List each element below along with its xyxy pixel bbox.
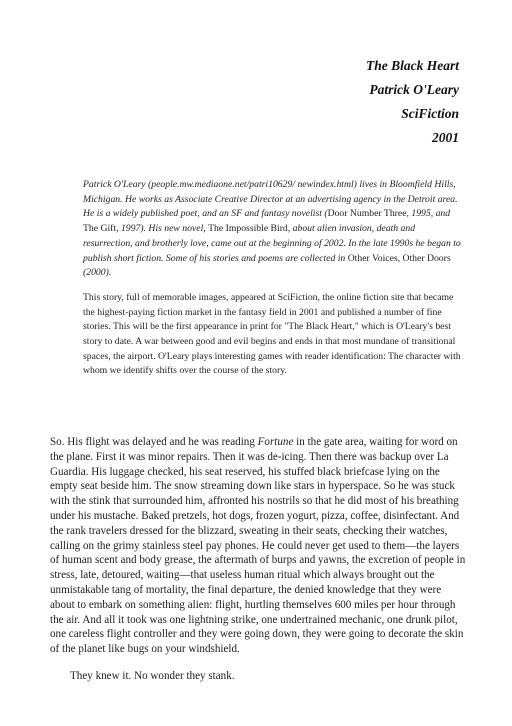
paragraph-1-text-a: So. His flight was delayed and he was reading xyxy=(50,436,258,448)
book-title-other-voices: Other Voices, Other Doors xyxy=(347,252,451,264)
publication-name: SciFiction xyxy=(401,106,459,121)
story-blurb: This story, full of memorable images, appeared at SciFiction, the online fiction site that became the highest-paying fiction market in the fantasy field in 2001 and published a number of fine stories. This will be the first appearance in print for "The Black Heart," which is O'Leary's best story to date. A war between good and evil begins and ends in that most mundane of transitional spaces, the airport. O'Leary plays interesting games with reader identification: The character with whom we identify shifts over the course of the story. xyxy=(83,291,461,377)
book-title-door-number-three: Door Number Three xyxy=(327,208,407,220)
magazine-title-fortune: Fortune xyxy=(257,436,294,448)
editorial-intro xyxy=(83,178,461,379)
story-title: The Black Heart xyxy=(366,58,459,73)
bio-text-3: , 1997). His new novel, xyxy=(116,223,209,235)
bio-text-1: Patrick O'Leary (people.mw.mediaone.net/patri10629/ newindex.html) lives in Bloomfield Hills, Michigan. He works as Associate Creative Director at an advertising agency in the Detroit area. He is a widely published poet, and an SF and fantasy novelist ( xyxy=(83,179,458,220)
bio-text-2: , 1995, and xyxy=(406,208,451,220)
author-name: Patrick O'Leary xyxy=(369,82,459,97)
title-block xyxy=(366,54,459,150)
publication-year: 2001 xyxy=(432,130,459,145)
story-paragraph-1 xyxy=(50,435,466,657)
story-body xyxy=(50,435,466,684)
bio-text-5: (2000). xyxy=(83,267,112,279)
book-title-the-gift: The Gift xyxy=(83,223,117,235)
paragraph-1-text-b: in the gate area, waiting for word on the plane. First it was minor repairs. Then it was de-icing. Then there was backup over La Guardia. His luggage checked, his seat reserved, his stuffed black briefcase lying on the empty seat beside him. The snow streaming down like stars in hyperspace. So he was stuck with the stink that surrounded him, affronted his nostrils so that he did most of his breathing under his mustache. Baked pretzels, hot dogs, frozen yogurt, pizza, coffee, disinfectant. And the rank travelers dressed for the blizzard, sweating in their seats, checking their watches, calling on the grimy stainless steel pay phones. He could never get used to them—the layers of human scent and body grease, the aftermath of burps and yawns, the excretion of people in stress, late, detoured, waiting—that useless human ritual which always brought out the unmistakable tang of mortality, the final departure, the denied knowledge that they were about to embark on something alien: flight, hurtling themselves 600 miles per hour through the air. And all it took was one lightning strike, one undertrained mechanic, one drunk pilot, one careless flight controller and they were going down, they were going to decorate the skin of the planet like bugs on your windshield. xyxy=(50,436,466,656)
story-paragraph-2: They knew it. No wonder they stank. xyxy=(70,669,235,682)
bio-text-4: , about alien invasion, death and resurrection, and brotherly love, came out at the beginning of 2002. In the late 1990s he began to publish short fiction. Some of his stories and poems are collected in xyxy=(83,223,461,264)
author-bio xyxy=(83,178,461,281)
book-title-impossible-bird: The Impossible Bird xyxy=(208,223,288,235)
